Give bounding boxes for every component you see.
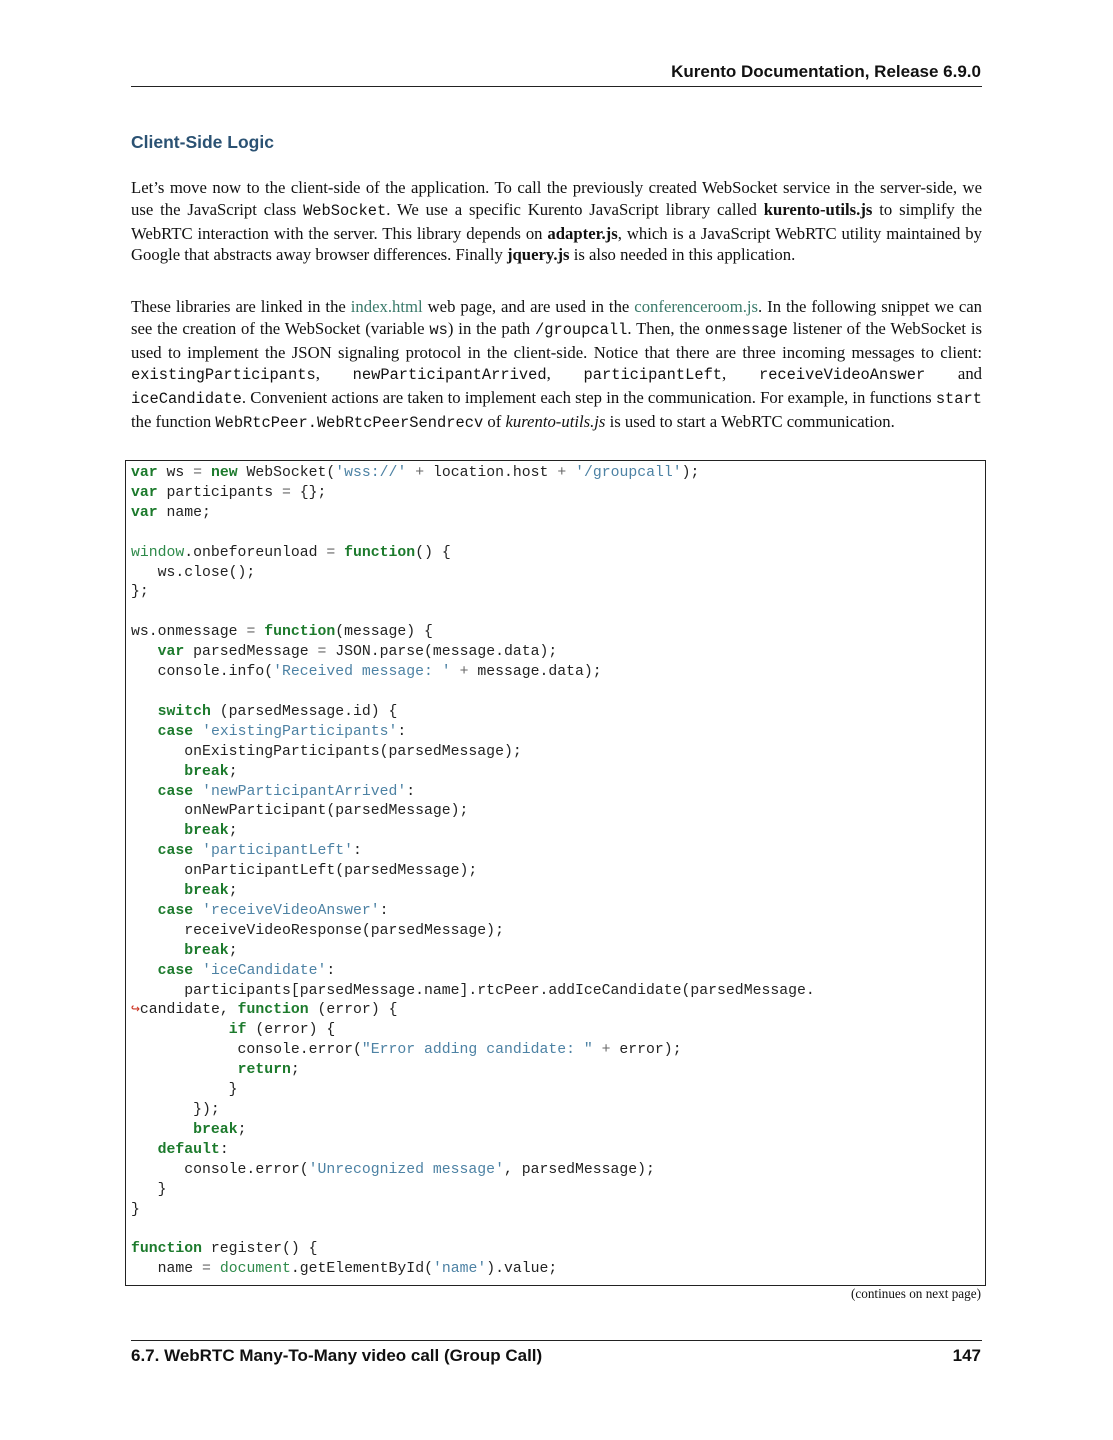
code-token: document bbox=[219, 1261, 291, 1278]
text: Let’s move now to the client-side of the application. To call the previously created WebSocket service in the server-side, we use the JavaScript class bbox=[131, 178, 982, 219]
code-token bbox=[131, 784, 158, 800]
inline-code: existingParticipants bbox=[131, 366, 316, 385]
text: of bbox=[483, 411, 506, 431]
code-line bbox=[131, 1201, 815, 1221]
code-token: + bbox=[601, 1042, 611, 1059]
code-line bbox=[131, 822, 815, 842]
text: , bbox=[546, 364, 584, 384]
code-token: } bbox=[131, 1082, 238, 1099]
code-line bbox=[131, 723, 815, 743]
footer-section-title: 6.7. WebRTC Many-To-Many video call (Group Call) bbox=[131, 1346, 543, 1365]
code-token: = bbox=[326, 544, 336, 561]
text: web page, and are used in the bbox=[422, 297, 635, 316]
code-line bbox=[131, 663, 815, 683]
code-token: name; bbox=[157, 504, 211, 521]
link-index-html[interactable]: index.html bbox=[350, 297, 423, 316]
page-number: 147 bbox=[952, 1346, 981, 1365]
code-token: '/groupcall' bbox=[575, 465, 682, 481]
code-token: var bbox=[157, 644, 185, 661]
code-line bbox=[131, 1061, 815, 1081]
code-line bbox=[131, 583, 815, 603]
code-token bbox=[131, 823, 184, 839]
inline-code: receiveVideoAnswer bbox=[758, 366, 926, 385]
text: listener of the WebSocket is used to implement the JSON signaling protocol in the client-side. Notice that there are three incoming messages to client: bbox=[131, 318, 982, 362]
code-line bbox=[131, 902, 815, 922]
code-token: : bbox=[326, 962, 336, 979]
code-token bbox=[131, 963, 158, 979]
code-token: ↪ bbox=[131, 1002, 140, 1019]
text: is also needed in this application. bbox=[569, 245, 796, 265]
code-token: = bbox=[202, 1261, 211, 1278]
text: , which is a JavaScript WebRTC utility maintained by Google that abstracts away browser differences. Finally bbox=[131, 223, 982, 265]
code-token bbox=[255, 624, 264, 640]
code-token bbox=[131, 1142, 158, 1158]
code-token: WebSocket( bbox=[237, 465, 336, 481]
code-line bbox=[131, 1260, 815, 1280]
code-line bbox=[131, 942, 815, 962]
text: . Convenient actions are taken to implement each step in the communication. For example, in functions bbox=[241, 388, 936, 408]
continues-note: (continues on next page) bbox=[850, 1286, 981, 1301]
code-token: case bbox=[157, 843, 194, 860]
code-line bbox=[131, 862, 815, 882]
text: to simplify the WebRTC interaction with the server. This library depends on bbox=[131, 199, 982, 243]
code-token: break bbox=[184, 763, 229, 780]
code-token bbox=[406, 465, 415, 481]
code-token: ; bbox=[228, 942, 238, 959]
code-token bbox=[193, 963, 202, 979]
code-line bbox=[131, 703, 815, 723]
code-token bbox=[131, 1122, 193, 1138]
code-line bbox=[131, 1220, 815, 1240]
code-token bbox=[193, 903, 202, 919]
code-token: : bbox=[353, 843, 362, 860]
code-line bbox=[131, 1101, 815, 1121]
code-token bbox=[131, 943, 184, 959]
code-line bbox=[131, 1121, 815, 1141]
code-line bbox=[131, 882, 815, 902]
code-token: + bbox=[459, 664, 469, 681]
code-token: (message) { bbox=[335, 624, 433, 641]
inline-code: /groupcall bbox=[535, 320, 628, 339]
code-token bbox=[193, 784, 202, 800]
text: , bbox=[722, 364, 759, 384]
code-block bbox=[125, 460, 986, 1286]
code-token: location.host bbox=[424, 465, 558, 481]
paragraph-libraries bbox=[131, 296, 982, 435]
code-token: (error) { bbox=[308, 1002, 398, 1019]
code-token: function bbox=[131, 1241, 203, 1258]
code-token: candidate, bbox=[139, 1002, 238, 1019]
code-token: participants bbox=[157, 484, 282, 501]
code-token: 'participantLeft' bbox=[202, 843, 354, 860]
text: and bbox=[925, 364, 983, 384]
paragraph-intro bbox=[131, 177, 982, 266]
code-token: = bbox=[193, 465, 203, 481]
code-token bbox=[131, 903, 158, 919]
text: . Then, the bbox=[627, 318, 705, 338]
code-token: }); bbox=[131, 1102, 220, 1118]
code-token: switch bbox=[157, 703, 211, 720]
code-line bbox=[131, 564, 815, 584]
code-token: break bbox=[184, 883, 229, 900]
text: ) in the path bbox=[447, 318, 536, 338]
code-token: .onbeforeunload bbox=[184, 544, 327, 561]
code-token: .getElementById( bbox=[290, 1261, 433, 1278]
code-token: } bbox=[131, 1181, 167, 1198]
code-token: case bbox=[157, 723, 194, 740]
code-token: case bbox=[157, 962, 194, 979]
code-token: ).value; bbox=[486, 1261, 558, 1278]
code-token bbox=[131, 883, 184, 899]
code-line bbox=[131, 802, 815, 822]
code-token: var bbox=[131, 465, 158, 481]
code-token bbox=[131, 843, 158, 859]
inline-code: participantLeft bbox=[583, 366, 723, 385]
inline-code: start bbox=[935, 390, 982, 409]
running-header: Kurento Documentation, Release 6.9.0 bbox=[671, 62, 981, 81]
code-line bbox=[131, 1181, 815, 1201]
bold-term: jquery.js bbox=[506, 245, 570, 265]
code-token: onExistingParticipants(parsedMessage); bbox=[131, 743, 522, 760]
code-line bbox=[131, 623, 815, 643]
code-token: var bbox=[131, 504, 158, 521]
code-token: return bbox=[237, 1062, 291, 1079]
code-token: ; bbox=[228, 823, 238, 840]
code-line bbox=[131, 763, 815, 783]
code-token: function bbox=[264, 624, 336, 641]
inline-code: newParticipantArrived bbox=[352, 366, 547, 385]
inline-code: WebSocket bbox=[303, 201, 387, 220]
code-listing bbox=[131, 464, 815, 1280]
code-token: console.error( bbox=[131, 1161, 309, 1178]
code-token: new bbox=[210, 465, 238, 481]
code-token: + bbox=[557, 465, 567, 481]
code-token: }; bbox=[131, 584, 149, 601]
code-token: function bbox=[344, 544, 416, 561]
inline-code: iceCandidate bbox=[131, 390, 242, 409]
code-token: 'newParticipantArrived' bbox=[202, 783, 407, 800]
code-token: JSON.parse(message.data); bbox=[326, 644, 558, 661]
code-token: 'name' bbox=[432, 1261, 487, 1278]
code-line bbox=[131, 842, 815, 862]
code-token bbox=[193, 724, 202, 740]
code-token: : bbox=[219, 1141, 229, 1158]
code-token: = bbox=[317, 644, 327, 661]
code-token: 'iceCandidate' bbox=[202, 962, 327, 979]
footer-rule bbox=[131, 1340, 982, 1341]
code-token bbox=[131, 644, 158, 660]
code-token: } bbox=[131, 1201, 140, 1218]
code-token bbox=[131, 1062, 238, 1078]
text: These libraries are linked in the bbox=[131, 297, 351, 316]
code-token bbox=[131, 764, 184, 780]
header-rule bbox=[131, 86, 982, 87]
code-line bbox=[131, 1041, 815, 1061]
code-token: function bbox=[237, 1002, 309, 1019]
code-token: console.info( bbox=[131, 664, 274, 681]
code-token: (parsedMessage.id) { bbox=[210, 703, 398, 720]
code-token bbox=[131, 1022, 229, 1038]
code-token: console.error( bbox=[131, 1042, 362, 1059]
code-token: ws.close(); bbox=[131, 564, 256, 581]
code-token bbox=[451, 664, 460, 680]
text: . We use a specific Kurento JavaScript library called bbox=[386, 199, 764, 219]
code-token: receiveVideoResponse(parsedMessage); bbox=[131, 922, 504, 939]
code-token bbox=[131, 724, 158, 740]
code-token: message.data); bbox=[468, 664, 602, 681]
code-token: parsedMessage bbox=[184, 644, 318, 661]
code-line bbox=[131, 1081, 815, 1101]
code-token: 'wss://' bbox=[335, 465, 407, 481]
code-token: ; bbox=[237, 1121, 247, 1138]
section-title: Client-Side Logic bbox=[131, 132, 274, 152]
code-line bbox=[131, 1021, 815, 1041]
code-token: default bbox=[157, 1141, 220, 1158]
code-token: = bbox=[246, 624, 256, 641]
inline-code: WebRtcPeer.WebRtcPeerSendrecv bbox=[215, 413, 484, 432]
code-token bbox=[202, 465, 211, 481]
code-line bbox=[131, 743, 815, 763]
text: is used to start a WebRTC communication. bbox=[605, 411, 895, 431]
code-token: name bbox=[131, 1261, 203, 1278]
code-token: break bbox=[184, 942, 229, 959]
code-token bbox=[566, 465, 575, 481]
inline-code: ws bbox=[429, 320, 448, 339]
text: , bbox=[315, 364, 353, 384]
code-token: if bbox=[228, 1022, 247, 1039]
code-line bbox=[131, 783, 815, 803]
code-line bbox=[131, 544, 815, 564]
code-token: {}; bbox=[290, 484, 327, 501]
code-token bbox=[131, 704, 158, 720]
code-token: = bbox=[281, 484, 291, 501]
code-line bbox=[131, 1141, 815, 1161]
code-line bbox=[131, 1001, 815, 1021]
code-line bbox=[131, 464, 815, 484]
code-token: break bbox=[184, 823, 229, 840]
code-token: 'receiveVideoAnswer' bbox=[202, 902, 380, 919]
code-token: (error) { bbox=[246, 1022, 336, 1039]
code-line bbox=[131, 1240, 815, 1260]
code-token: case bbox=[157, 783, 194, 800]
code-line bbox=[131, 524, 815, 544]
code-token: "Error adding candidate: " bbox=[361, 1042, 593, 1059]
code-token bbox=[193, 843, 202, 859]
code-token: ; bbox=[228, 883, 238, 900]
code-line bbox=[131, 922, 815, 942]
code-line bbox=[131, 1161, 815, 1181]
code-token bbox=[335, 545, 344, 561]
code-line bbox=[131, 962, 815, 982]
code-token: 'existingParticipants' bbox=[202, 723, 398, 740]
italic-term: kurento-utils.js bbox=[505, 411, 606, 431]
text: . In the following snippet we can see the creation of the WebSocket (variable bbox=[131, 297, 983, 338]
code-token: : bbox=[406, 783, 416, 800]
code-token: : bbox=[379, 902, 389, 919]
code-line bbox=[131, 504, 815, 524]
code-token: 'Unrecognized message' bbox=[308, 1161, 504, 1178]
code-line bbox=[131, 484, 815, 504]
code-token: error); bbox=[610, 1042, 682, 1059]
code-token: ; bbox=[290, 1062, 300, 1079]
code-token: onParticipantLeft(parsedMessage); bbox=[131, 863, 478, 880]
code-token: participants[parsedMessage.name].rtcPeer.addIceCandidate(parsedMessage. bbox=[131, 982, 815, 999]
code-token: var bbox=[131, 484, 158, 501]
bold-term: kurento-utils.js bbox=[763, 199, 873, 219]
inline-code: onmessage bbox=[704, 320, 788, 339]
code-token: onNewParticipant(parsedMessage); bbox=[131, 803, 469, 820]
code-line bbox=[131, 643, 815, 663]
code-token: register() { bbox=[202, 1241, 318, 1258]
code-token: , parsedMessage); bbox=[503, 1161, 655, 1178]
code-token bbox=[593, 1042, 602, 1058]
link-conferenceroom-js[interactable]: conferenceroom.js bbox=[634, 297, 759, 316]
code-token: 'Received message: ' bbox=[273, 664, 451, 681]
code-token: break bbox=[193, 1121, 238, 1138]
code-token: case bbox=[157, 902, 194, 919]
code-token bbox=[211, 1261, 220, 1277]
code-token: ws.onmessage bbox=[131, 624, 247, 641]
text: the function bbox=[131, 411, 216, 431]
code-token: ); bbox=[681, 465, 700, 481]
code-token: ; bbox=[228, 763, 238, 780]
code-token: window bbox=[131, 544, 185, 561]
code-token: : bbox=[397, 723, 407, 740]
code-line bbox=[131, 683, 815, 703]
bold-term: adapter.js bbox=[547, 223, 618, 243]
code-token: () { bbox=[415, 544, 451, 561]
code-line bbox=[131, 982, 815, 1002]
code-token: ws bbox=[157, 465, 194, 481]
code-line bbox=[131, 603, 815, 623]
code-token: + bbox=[415, 465, 425, 481]
